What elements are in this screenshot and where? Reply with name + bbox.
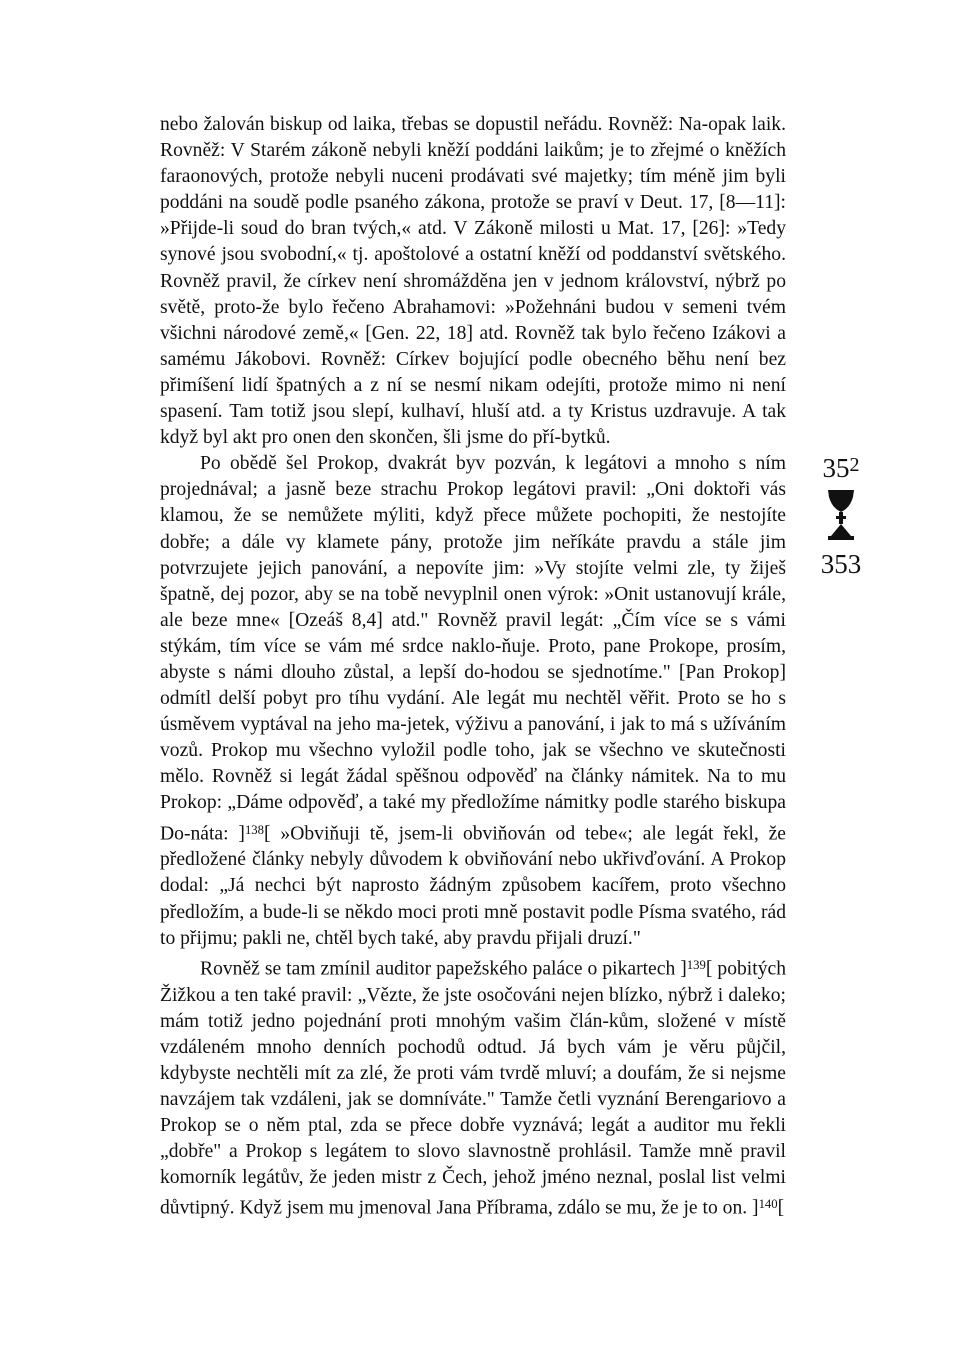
margin-page-numbers [806,451,876,578]
paragraph-2 [160,451,786,952]
paragraph-text: [ pobitých Žižkou a ten také pravil: „Vězte, že jste osočováni nejen blízko, nýbrž i daleko; mám totiž jedno pojednání proti mnohým vašim člán-kům, složené v místě vzdáleném mnoho denních pochodů odtud. Já bych vám je věru půjčil, kdybyste nechtěli mít za zlé, že proti vám tvrdě mluví; a doufám, že si nejsme navzájem tak vzdáleni, jak se domníváte." Tamže četli vyznání Berengariovo a Prokop se o něm ptal, zda se přece dobře vyznává; legát a auditor mu řekli „dobře" a Prokop s legátem to slovo slavnostně prohlásil. Tamže mně pravil komorník legátův, že jeden mistr z Čech, jehož jméno neznal, poslal list velmi důvtipný. Když jsem mu jmenoval Jana Příbrama, zdálo se mu, že je to on. ] [160,958,786,1219]
paragraph-3 [160,952,786,1222]
page-number-bottom: 353 [820,549,862,579]
paragraph-text: Po obědě šel Prokop, dvakrát byv pozván, k legátovi a mnoho s ním projednával; a jasně beze strachu Prokop legátovi pravil: „Oni doktoři vás klamou, že se nemůžete mýliti, když přece můžete pochopiti, že nestojíte dobře; a dále vy klamete pány, protože jim neříkáte pravdu a stále jim potvrzujete jejich panování, a nepovíte jim: »Vy stojíte velmi zle, ty žiješ špatně, dej pozor, aby se na tobě nevyplnil onen výrok: »Onit ustanovují krále, ale beze mne« [Ozeáš 8,4] atd." Rovněž pravil legát: „Čím více se s vámi stýkám, tím více se vám mé srdce naklo-ňuje. Proto, pane Prokope, prosím, abyste s námi dlouho zůstal, a lepší do-hodou se sjednotíme." [Pan Prokop] odmítl delší pobyt pro tíhu vydání. Ale legát mu nechtěl věřit. Proto se ho s úsměvem vyptával na jeho ma-jetek, výživu a panování, i jak to má s užíváním vozů. Prokop mu všechno vyložil podle toho, jak se všechno ve skutečnosti mělo. Rovněž si legát žádal spěšnou odpověď na články námitek. Na to mu Prokop: „Dáme odpověď, a také my předložíme námitky podle starého biskupa Do-náta: ] [160,453,786,845]
paragraph-text: [ »Obviňuji tě, jsem-li obviňován od tebe«; ale legát řekl, že předložené články nebyly důvodem k obviňování nebo ukřivďování. A Prokop dodal: „Já nechci být naprosto žádným způsobem kacířem, proto všechno předložím, a bude-li se někdo moci proti mně postavit podle Písma svatého, rád to přijmu; pakli ne, chtěl bych také, aby pravdu přijali druzí." [160,823,786,949]
page-number-top: $35^2$ [822,453,860,483]
paragraph-text: Rovněž se tam zmínil auditor papežského paláce o pikartech ] [200,958,687,980]
footnote-marker: 140 [758,1197,778,1212]
paragraph-1 [160,112,786,451]
page-body [160,112,786,1222]
paragraph-text: nebo žalován biskup od laika, třebas se dopustil neřádu. Rovněž: Na-opak laik. Rovněž: V Starém zákoně nebyli kněží poddáni laikům; je to zřejmé o kněžích faraonových, protože nebyli nuceni prodávati své majetky; tím méně jim byli poddáni na soudě podle psaného zákona, protože se praví v Deut. 17, [8—11]: »Přijde-li soud do bran tvých,« atd. V Zákoně milosti u Mat. 17, [26]: »Tedy synové jsou svobodní,« tj. apoštolové a ostatní kněží od poddanství světského. Rovněž pravil, že církev není shromážděna jen v jednom království, nýbrž po světě, proto-že bylo řečeno Abrahamovi: »Požehnáni budou v semeni tvém všichni národové země,« [Gen. 22, 18] atd. Rovněž tak bylo řečeno Izákovi a samému Jákobovi. Rovněž: Církev bojující podle obecného běhu není bez přimíšení lidí špatných a z ní se nesmí nikam odejíti, protože mimo ni není spasení. Tam totiž jsou slepí, kulhaví, hluší atd. a ty Kristus uzdravuje. A tak když byl akt pro onen den skončen, šli jsme do pří-bytků. [160,114,786,449]
chalice-icon [826,488,856,542]
footnote-marker: 139 [686,957,706,972]
paragraph-text: [ [777,1198,785,1219]
footnote-marker: 138 [244,822,265,837]
